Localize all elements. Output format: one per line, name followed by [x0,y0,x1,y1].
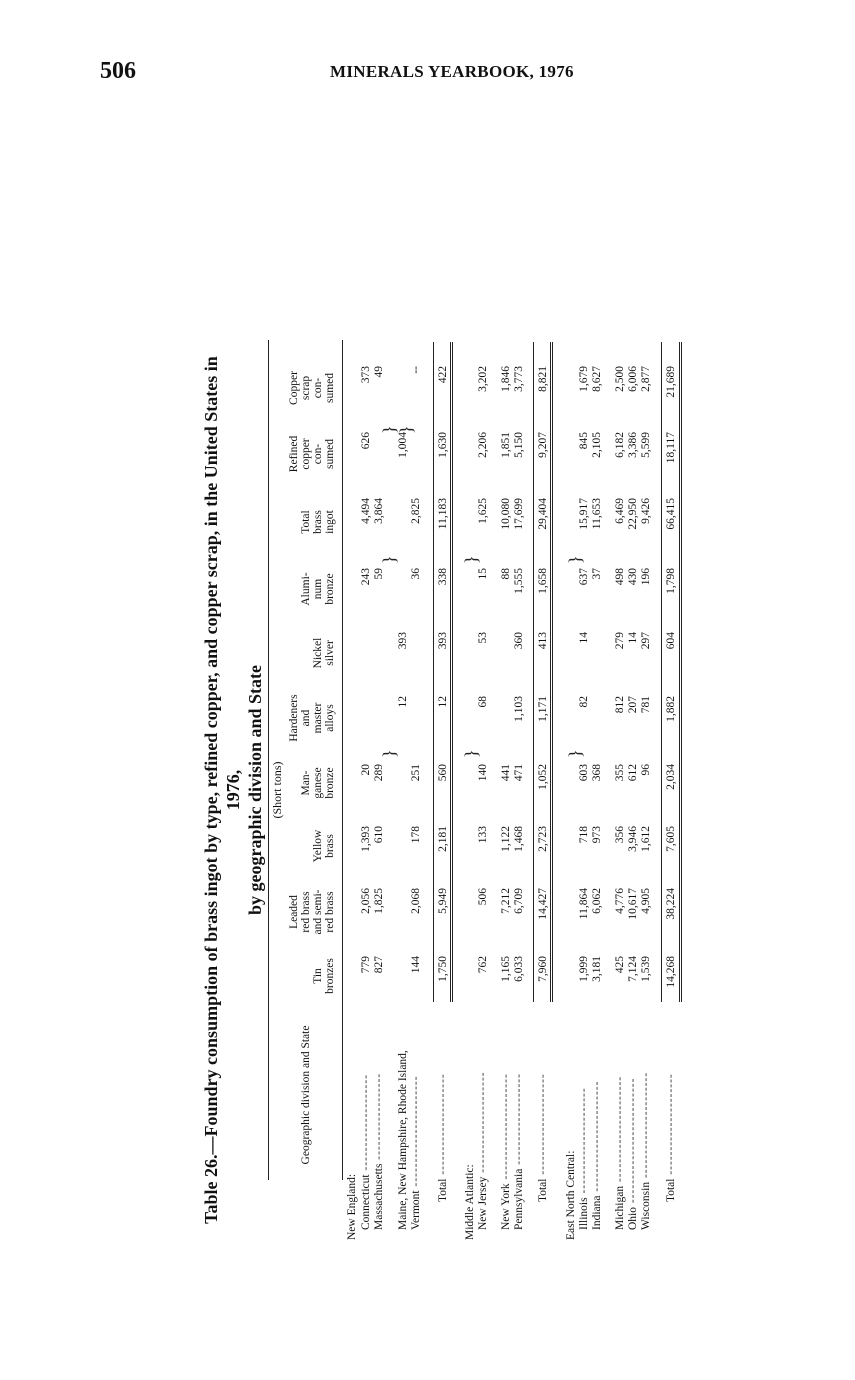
column-header-line: red brass [300,891,312,933]
cell-tin-bronzes: 14,268 [665,956,677,988]
column-header-line: Total [300,510,312,534]
column-header-line: Alumi- [300,572,312,606]
column-header-line: alloys [324,704,336,732]
cell-total-brass-ingot: 15,917 [578,498,590,530]
cell-yellow-brass: 610 [373,826,385,844]
page-number: 506 [100,58,136,84]
data-table [200,340,790,1240]
row-label-text: Wisconsin [640,1181,652,1230]
cell-refined-copper: 5,150 [513,432,525,458]
header-top-rule [268,340,269,1180]
division-heading [346,1008,359,1240]
table-row [410,340,423,1240]
column-header-line: bronze [324,573,336,605]
table-row [397,340,410,1240]
total-double-rule [450,342,453,1002]
state-label [513,998,526,1230]
cell-nickel-silver: 14 [627,632,639,644]
total-label [437,970,450,1202]
row-label-text: New York [500,1183,512,1230]
cell-copper-scrap: -- [410,366,422,374]
cell-manganese-bronze: 603 [578,764,590,782]
cell-total-brass-ingot: 4,494 [360,498,372,524]
column-header-hardeners [288,690,336,746]
dot-leader: -------------------------- [627,1077,639,1207]
cell-total-brass-ingot: 11,653 [591,498,603,530]
cell-hardeners: 12 [397,696,409,708]
cell-leaded-red: 2,056 [360,888,372,914]
column-header-line: Hardeners [288,694,300,742]
cell-leaded-red: 6,062 [591,888,603,914]
column-header-line: num [312,578,324,600]
cell-refined-copper: 2,206 [477,432,489,458]
cell-refined-copper: 9,207 [537,432,549,458]
brace-mark: } [379,749,399,758]
cell-copper-scrap: 2,877 [640,366,652,392]
table-row [464,340,477,1240]
running-head: MINERALS YEARBOOK, 1976 [330,62,574,81]
rotated-table [200,340,790,1240]
total-rule [533,342,534,1002]
cell-total-brass-ingot: 22,950 [627,498,639,530]
column-header-line: sumed [324,372,336,404]
cell-leaded-red: 11,864 [578,888,590,920]
cell-yellow-brass: 3,946 [627,826,639,852]
column-header-line: master [312,702,324,734]
cell-yellow-brass: 973 [591,826,603,844]
cell-yellow-brass: 1,393 [360,826,372,852]
cell-copper-scrap: 373 [360,366,372,384]
cell-hardeners: 207 [627,696,639,714]
column-header-refined-copper [288,426,336,482]
brace-mark: } [379,425,399,434]
cell-manganese-bronze: 471 [513,764,525,782]
cell-yellow-brass: 133 [477,826,489,844]
column-header-line: Refined [288,435,300,473]
total-double-rule [550,342,553,1002]
column-header-line: Nickel [312,637,324,669]
dot-leader: ---------------------- [640,1071,652,1182]
dot-leader: ------------------ [373,1072,385,1164]
cell-refined-copper: 3,386 [627,432,639,458]
state-label [640,998,653,1230]
cell-total-brass-ingot: 29,404 [537,498,549,530]
cell-copper-scrap: 1,679 [578,366,590,392]
cell-yellow-brass: 7,605 [665,826,677,852]
cell-tin-bronzes: 1,539 [640,956,652,982]
column-header-line: brass [312,510,324,534]
cell-tin-bronzes: 1,999 [578,956,590,982]
cell-total-brass-ingot: 2,825 [410,498,422,524]
cell-refined-copper: 845 [578,432,590,450]
cell-manganese-bronze: 612 [627,764,639,782]
cell-leaded-red: 4,776 [614,888,626,914]
table-row [513,340,526,1240]
row-label-text: Pennsylvania [513,1168,525,1230]
cell-total-brass-ingot: 10,080 [500,498,512,530]
brace-mark: } [565,555,585,564]
brace-mark: } [379,555,399,564]
cell-tin-bronzes: 7,960 [537,956,549,982]
cell-hardeners: 812 [614,696,626,714]
row-label-text: New England: [346,1173,358,1240]
cell-leaded-red: 7,212 [500,888,512,914]
dot-leader: ----------------------- [410,1075,422,1191]
cell-leaded-red: 14,427 [537,888,549,920]
cell-aluminum-bronze: 59 [373,568,385,580]
cell-yellow-brass: 1,612 [640,826,652,852]
cell-nickel-silver: 14 [578,632,590,644]
cell-nickel-silver: 393 [397,632,409,650]
row-label-text: Ohio [627,1207,639,1230]
table-row [477,340,490,1240]
column-header-line: and [300,709,312,727]
cell-tin-bronzes: 6,033 [513,956,525,982]
column-header-line: ingot [324,510,336,534]
row-label-text: Vermont [410,1190,422,1230]
row-label-text: Indiana [591,1195,603,1230]
cell-refined-copper: 1,851 [500,432,512,458]
cell-nickel-silver: 413 [537,632,549,650]
cell-total-brass-ingot: 9,426 [640,498,652,524]
cell-manganese-bronze: 289 [373,764,385,782]
table-row [614,340,627,1240]
column-header-line: con- [312,377,324,399]
cell-yellow-brass: 2,723 [537,826,549,852]
cell-manganese-bronze: 368 [591,764,603,782]
row-label-text: Michigan [614,1185,626,1230]
cell-aluminum-bronze: 637 [578,568,590,586]
total-label [665,970,678,1202]
cell-aluminum-bronze: 338 [437,568,449,586]
table-row [346,340,359,1240]
cell-tin-bronzes: 779 [360,956,372,974]
cell-manganese-bronze: 355 [614,764,626,782]
cell-aluminum-bronze: 1,658 [537,568,549,594]
column-header-aluminum-bronze [300,562,336,616]
cell-aluminum-bronze: 1,798 [665,568,677,594]
cell-copper-scrap: 3,202 [477,366,489,392]
cell-aluminum-bronze: 36 [410,568,422,580]
cell-copper-scrap: 2,500 [614,366,626,392]
table-title-line-2: by geographic division and State [245,664,265,916]
dot-leader: ---------------------- [614,1075,626,1186]
cell-aluminum-bronze: 430 [627,568,639,586]
cell-total-brass-ingot: 11,183 [437,498,449,530]
total-rule [433,342,434,1002]
cell-leaded-red: 506 [477,888,489,906]
cell-leaded-red: 2,068 [410,888,422,914]
cell-aluminum-bronze: 1,555 [513,568,525,594]
cell-yellow-brass: 178 [410,826,422,844]
cell-refined-copper: 1,630 [437,432,449,458]
cell-aluminum-bronze: 37 [591,568,603,580]
cell-manganese-bronze: 96 [640,764,652,776]
cell-copper-scrap: 3,773 [513,366,525,392]
cell-hardeners: 781 [640,696,652,714]
cell-aluminum-bronze: 243 [360,568,372,586]
column-header-line: ganese [312,767,324,799]
total-rule [661,342,662,1002]
dot-leader: --------------------- [437,1073,449,1179]
column-header-line: bronze [324,767,336,799]
table-row [565,340,578,1240]
table-units: (Short tons) [270,761,284,819]
cell-hardeners: 1,171 [537,696,549,722]
cell-total-brass-ingot: 17,699 [513,498,525,530]
cell-aluminum-bronze: 498 [614,568,626,586]
row-label-text: Total [537,1178,549,1202]
state-label [578,998,591,1230]
header-bottom-rule [342,340,343,1180]
cell-yellow-brass: 356 [614,826,626,844]
dot-leader: ---------------------- [500,1073,512,1184]
cell-tin-bronzes: 762 [477,956,489,974]
state-label [360,998,373,1230]
cell-total-brass-ingot: 6,469 [614,498,626,524]
cell-nickel-silver: 297 [640,632,652,650]
table-row [360,340,373,1240]
cell-manganese-bronze: 251 [410,764,422,782]
cell-nickel-silver: 279 [614,632,626,650]
column-header-manganese-bronze [300,758,336,808]
state-label [591,998,604,1230]
cell-yellow-brass: 2,181 [437,826,449,852]
column-header-line: silver [324,640,336,666]
column-header-line: Yellow [312,829,324,863]
cell-leaded-red: 1,825 [373,888,385,914]
cell-aluminum-bronze: 15 [477,568,489,580]
cell-tin-bronzes: 827 [373,956,385,974]
dot-leader: ----------------------- [591,1080,603,1196]
row-label-text: Middle Atlantic: [464,1164,476,1240]
cell-copper-scrap: 49 [373,366,385,378]
cell-nickel-silver: 604 [665,632,677,650]
column-header-line: brass [324,834,336,858]
row-label-text: East North Central: [565,1150,577,1240]
cell-yellow-brass: 718 [578,826,590,844]
brace-mark: } [396,425,416,434]
cell-aluminum-bronze: 196 [640,568,652,586]
cell-tin-bronzes: 3,181 [591,956,603,982]
column-header-line: bronzes [324,958,336,994]
column-header-nickel-silver [312,626,336,680]
table-row [640,340,653,1240]
cell-tin-bronzes: 144 [410,956,422,974]
state-label [477,998,490,1230]
column-header-stub [300,1010,312,1180]
table-row [627,340,640,1240]
table-row [500,340,513,1240]
dot-leader: ------------------- [513,1073,525,1169]
dot-leader: -------------------- [360,1073,372,1175]
cell-copper-scrap: 8,821 [537,366,549,392]
total-double-rule [679,342,682,1002]
column-header-yellow-brass [312,820,336,872]
cell-copper-scrap: 21,689 [665,366,677,398]
column-header-line: and semi- [312,889,324,935]
row-label-text: Illinois [578,1197,590,1230]
cell-tin-bronzes: 1,165 [500,956,512,982]
column-header-line: Tin [312,968,324,984]
cell-refined-copper: 5,599 [640,432,652,458]
dot-leader: ---------------------- [578,1087,590,1198]
cell-nickel-silver: 393 [437,632,449,650]
cell-tin-bronzes: 1,750 [437,956,449,982]
brace-mark: } [565,749,585,758]
cell-hardeners: 82 [578,696,590,708]
cell-tin-bronzes: 425 [614,956,626,974]
cell-manganese-bronze: 1,052 [537,764,549,790]
table-row [373,340,386,1240]
cell-refined-copper: 2,105 [591,432,603,458]
column-header-line: con- [312,443,324,465]
cell-copper-scrap: 6,006 [627,366,639,392]
table-row [537,340,550,1240]
table-row [665,340,678,1240]
column-header-line: Copper [288,371,300,405]
cell-manganese-bronze: 2,034 [665,764,677,790]
table-row [591,340,604,1240]
column-header-copper-scrap [288,360,336,416]
state-label [373,998,386,1230]
cell-copper-scrap: 422 [437,366,449,384]
column-header-total-brass-ingot [300,492,336,552]
column-header-line: Man- [300,770,312,796]
row-label-text: Total [665,1178,677,1202]
column-header-line: copper [300,438,312,470]
cell-leaded-red: 10,617 [627,888,639,920]
state-label [614,998,627,1230]
row-label-text: Maine, New Hampshire, Rhode Island, [397,1050,409,1230]
column-header-line: Leaded [288,895,300,929]
cell-manganese-bronze: 441 [500,764,512,782]
cell-refined-copper: 18,117 [665,432,677,464]
table-row [437,340,450,1240]
cell-total-brass-ingot: 1,625 [477,498,489,524]
cell-total-brass-ingot: 3,864 [373,498,385,524]
column-header-line: red brass [324,891,336,933]
row-label-text: Massachusetts [373,1163,385,1230]
cell-leaded-red: 38,224 [665,888,677,920]
cell-manganese-bronze: 20 [360,764,372,776]
row-label-text: New Jersey [477,1176,489,1230]
column-header-line: sumed [324,438,336,470]
cell-refined-copper: 1,004 [397,432,409,458]
cell-hardeners: 12 [437,696,449,708]
cell-hardeners: 1,103 [513,696,525,722]
division-heading [464,1008,477,1240]
cell-leaded-red: 6,709 [513,888,525,914]
dot-leader: --------------------- [665,1073,677,1179]
state-label [410,998,423,1230]
column-header-tin-bronzes [312,950,336,1002]
cell-nickel-silver: 360 [513,632,525,650]
dot-leader: --------------------- [477,1071,489,1177]
cell-hardeners: 1,882 [665,696,677,722]
state-label [627,998,640,1230]
cell-total-brass-ingot: 66,415 [665,498,677,530]
cell-manganese-bronze: 560 [437,764,449,782]
column-header-line: Geographic division and State [300,1025,312,1165]
cell-nickel-silver: 53 [477,632,489,644]
cell-hardeners: 68 [477,696,489,708]
table-title-line-1: Table 26.—Foundry consumption of brass ingot by type, refined copper, and copper scrap, in the United States in 1976, [201,356,243,1224]
cell-yellow-brass: 1,122 [500,826,512,852]
column-header-leaded-red [288,882,336,942]
cell-aluminum-bronze: 88 [500,568,512,580]
cell-copper-scrap: 1,846 [500,366,512,392]
cell-yellow-brass: 1,468 [513,826,525,852]
row-label-text: Total [437,1178,449,1202]
column-header-line: scrap [300,375,312,401]
row-label-text: Connecticut [360,1174,372,1230]
cell-refined-copper: 6,182 [614,432,626,458]
division-heading [565,1008,578,1240]
cell-manganese-bronze: 140 [477,764,489,782]
table-row [578,340,591,1240]
cell-copper-scrap: 8,627 [591,366,603,392]
brace-mark: } [461,555,481,564]
cell-leaded-red: 4,905 [640,888,652,914]
brace-mark: } [461,749,481,758]
cell-leaded-red: 5,949 [437,888,449,914]
cell-refined-copper: 626 [360,432,372,450]
state-label [397,998,410,1230]
dot-leader: --------------------- [537,1073,549,1179]
state-label [500,998,513,1230]
cell-tin-bronzes: 7,124 [627,956,639,982]
total-label [537,970,550,1202]
